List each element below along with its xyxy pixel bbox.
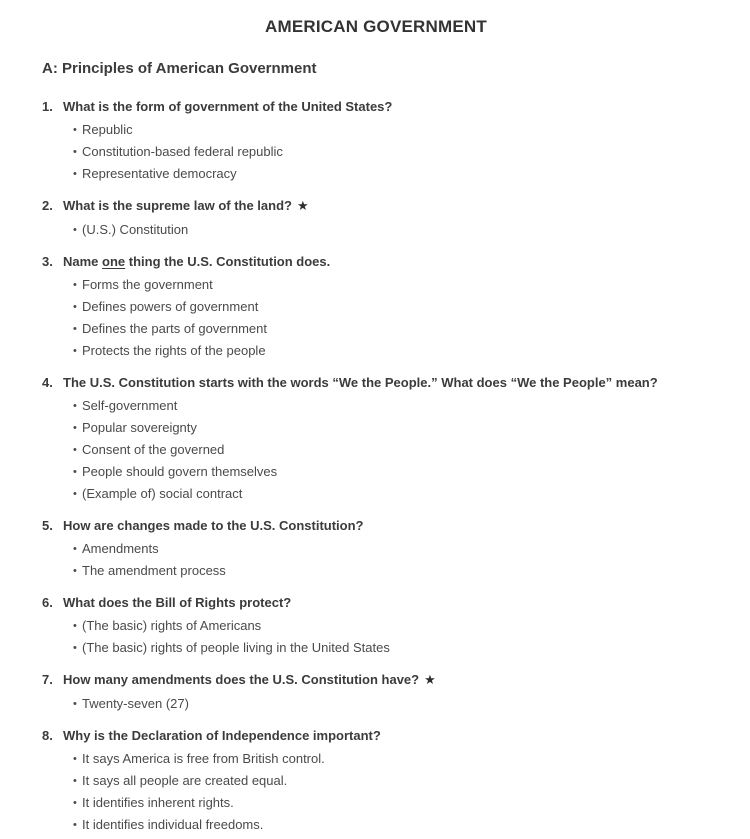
star-icon: ★ [296, 199, 309, 214]
question-block [42, 197, 710, 241]
answer-item [73, 814, 710, 836]
bullet-icon: • [73, 543, 77, 555]
bullet-icon: • [73, 345, 77, 357]
answer-item [73, 417, 710, 439]
answer-list [73, 748, 710, 836]
answer-item [73, 770, 710, 792]
answer-item [73, 296, 710, 318]
question-block [42, 594, 710, 659]
question-number: 3. [42, 254, 53, 269]
question-block [42, 671, 710, 715]
answer-text: Twenty-seven (27) [82, 696, 189, 711]
question-row [42, 98, 710, 115]
answer-text: It identifies individual freedoms. [82, 817, 264, 832]
question-row [42, 197, 710, 215]
question-block [42, 374, 710, 505]
bullet-icon: • [73, 466, 77, 478]
bullet-icon: • [73, 698, 77, 710]
bullet-icon: • [73, 124, 77, 136]
answer-text: It identifies inherent rights. [82, 795, 234, 810]
question-block [42, 98, 710, 185]
answer-list [73, 219, 710, 241]
answer-text: Consent of the governed [82, 442, 225, 457]
answer-item [73, 340, 710, 362]
answer-list [73, 274, 710, 362]
question-block [42, 253, 710, 362]
answer-list [73, 693, 710, 715]
answer-item [73, 163, 710, 185]
answer-item [73, 693, 710, 715]
answer-text: Protects the rights of the people [82, 343, 266, 358]
question-list [42, 98, 710, 836]
question-block [42, 727, 710, 836]
question-number: 1. [42, 99, 53, 114]
answer-text: (The basic) rights of people living in the United States [82, 640, 390, 655]
answer-item [73, 637, 710, 659]
answer-text: Constitution-based federal republic [82, 144, 283, 159]
question-block [42, 517, 710, 582]
answer-text: Republic [82, 122, 133, 137]
answer-item [73, 274, 710, 296]
bullet-icon: • [73, 224, 77, 236]
question-text: What is the supreme law of the land? ★ [63, 198, 309, 214]
answer-text: (The basic) rights of Americans [82, 618, 262, 633]
answer-item [73, 748, 710, 770]
answer-item [73, 538, 710, 560]
question-text: How are changes made to the U.S. Constitution? [63, 518, 364, 533]
answer-text: People should govern themselves [82, 464, 278, 479]
bullet-icon: • [73, 279, 77, 291]
bullet-icon: • [73, 444, 77, 456]
answer-text: Popular sovereignty [82, 420, 197, 435]
answer-list [73, 119, 710, 185]
answer-item [73, 483, 710, 505]
question-number: 4. [42, 375, 53, 390]
bullet-icon: • [73, 565, 77, 577]
question-number: 7. [42, 672, 53, 687]
question-number: 8. [42, 728, 53, 743]
question-text: How many amendments does the U.S. Constitution have? ★ [63, 672, 436, 688]
answer-text: It says America is free from British control. [82, 751, 325, 766]
question-row [42, 594, 710, 611]
question-row [42, 727, 710, 744]
question-text: What is the form of government of the United States? [63, 99, 393, 114]
answer-list [73, 395, 710, 505]
star-icon: ★ [424, 673, 436, 688]
answer-item [73, 615, 710, 637]
answer-text: The amendment process [82, 563, 226, 578]
question-row [42, 253, 710, 270]
answer-item [73, 461, 710, 483]
question-text: What does the Bill of Rights protect? [63, 595, 292, 610]
answer-item [73, 395, 710, 417]
question-row [42, 374, 710, 391]
answer-list [73, 538, 710, 582]
answer-list [73, 615, 710, 659]
bullet-icon: • [73, 301, 77, 313]
question-number: 6. [42, 595, 53, 610]
question-row [42, 517, 710, 534]
question-row [42, 671, 710, 689]
answer-text: Representative democracy [82, 166, 237, 181]
answer-text: It says all people are created equal. [82, 773, 288, 788]
answer-text: (U.S.) Constitution [82, 222, 189, 237]
bullet-icon: • [73, 422, 77, 434]
bullet-icon: • [73, 797, 77, 809]
bullet-icon: • [73, 775, 77, 787]
answer-text: Defines powers of government [82, 299, 259, 314]
question-text: The U.S. Constitution starts with the words “We the People.” What does “We the People” mean? [63, 375, 658, 390]
answer-text: Defines the parts of government [82, 321, 267, 336]
answer-text: (Example of) social contract [82, 486, 243, 501]
bullet-icon: • [73, 819, 77, 831]
page-title: AMERICAN GOVERNMENT [265, 17, 487, 36]
bullet-icon: • [73, 146, 77, 158]
question-text: Name one thing the U.S. Constitution does. [63, 254, 331, 269]
bullet-icon: • [73, 753, 77, 765]
answer-item [73, 439, 710, 461]
bullet-icon: • [73, 620, 77, 632]
question-number: 2. [42, 198, 53, 213]
answer-item [73, 560, 710, 582]
answer-item [73, 792, 710, 814]
bullet-icon: • [73, 488, 77, 500]
question-number: 5. [42, 518, 53, 533]
answer-text: Forms the government [82, 277, 213, 292]
answer-text: Amendments [82, 541, 159, 556]
answer-item [73, 318, 710, 340]
answer-item [73, 119, 710, 141]
bullet-icon: • [73, 400, 77, 412]
answer-item [73, 141, 710, 163]
question-text: Why is the Declaration of Independence important? [63, 728, 381, 743]
bullet-icon: • [73, 323, 77, 335]
answer-text: Self-government [82, 398, 178, 413]
section-heading: A: Principles of American Government [42, 60, 317, 77]
bullet-icon: • [73, 642, 77, 654]
answer-item [73, 219, 710, 241]
bullet-icon: • [73, 168, 77, 180]
